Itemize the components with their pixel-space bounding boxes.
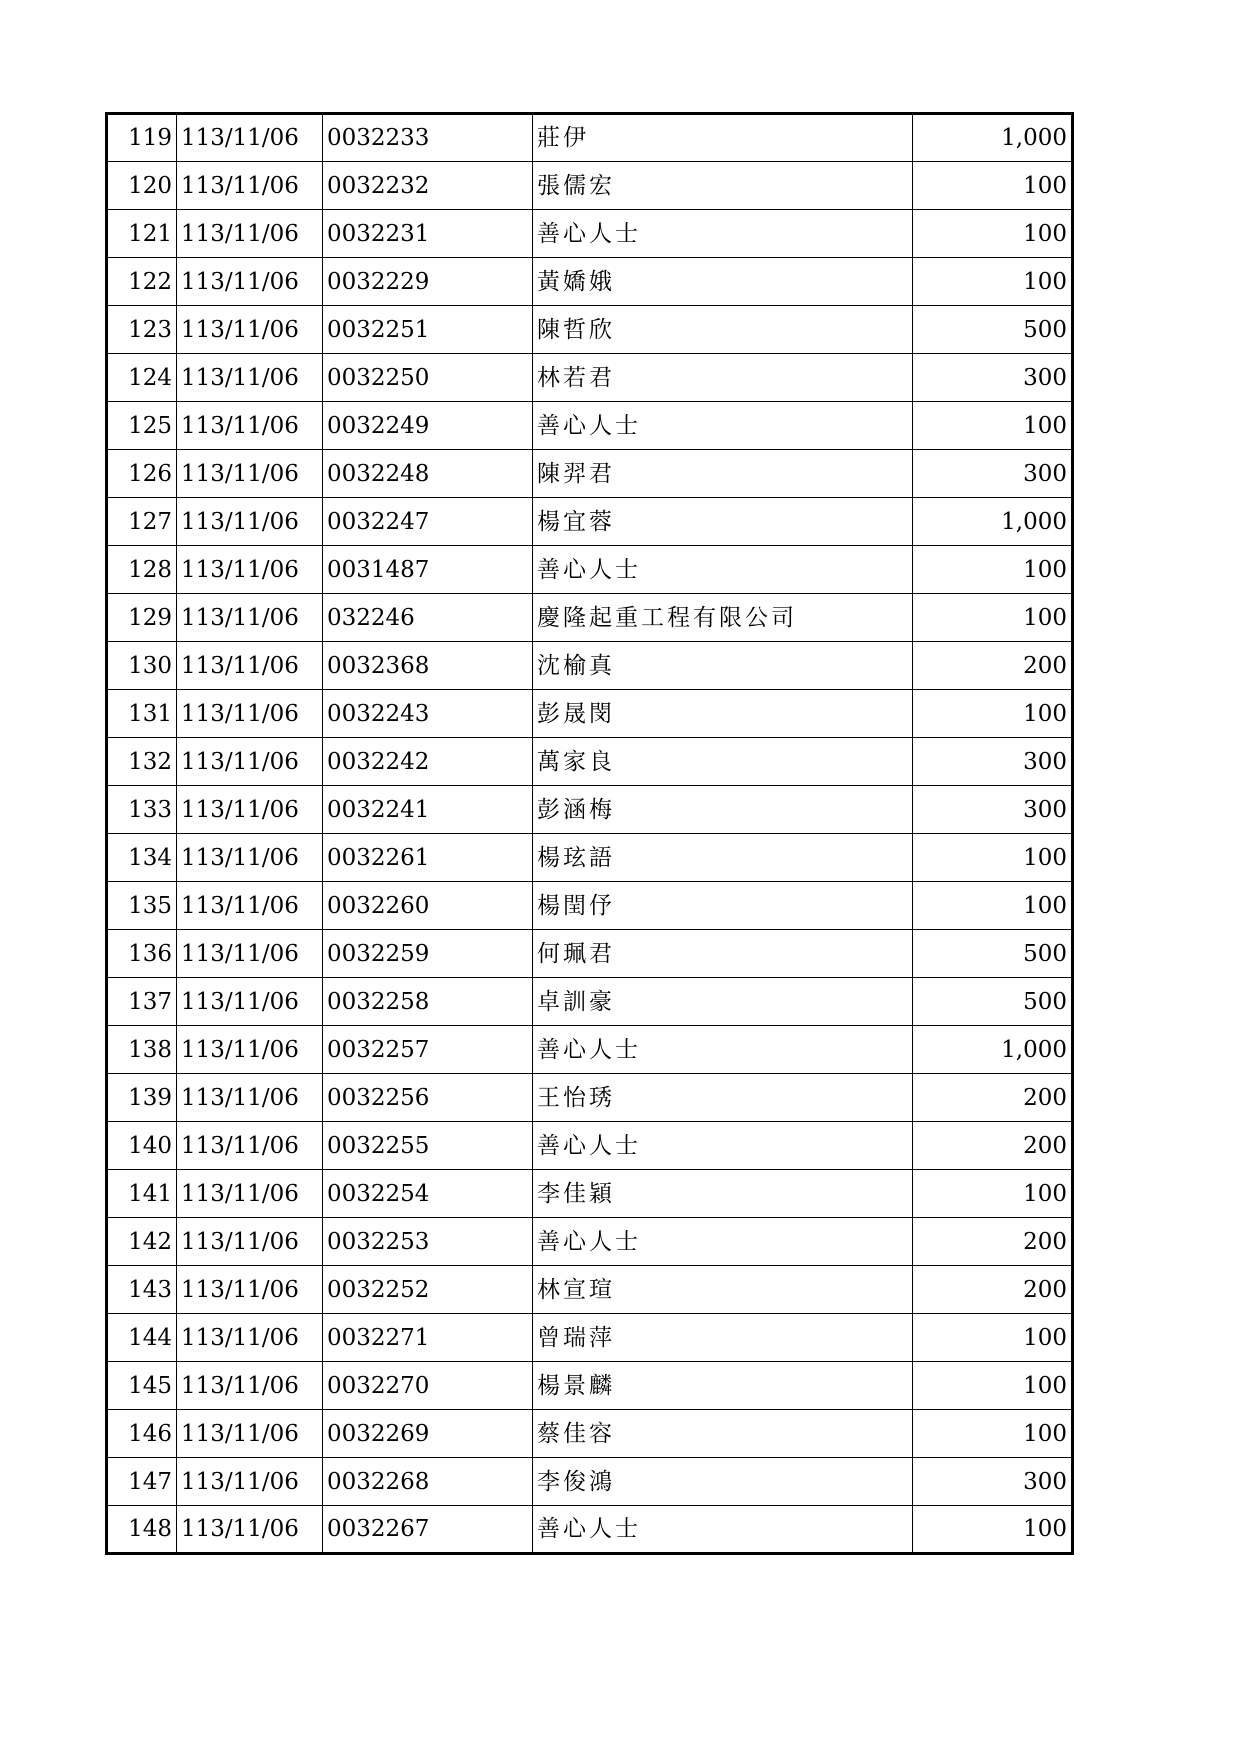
date-cell: 113/11/06 (177, 642, 323, 690)
date-cell: 113/11/06 (177, 1410, 323, 1458)
donor-name-cell: 萬家良 (533, 738, 913, 786)
amount-cell: 100 (913, 210, 1073, 258)
receipt-number-cell: 0032260 (323, 882, 533, 930)
table-row (107, 450, 1073, 498)
donor-name-cell: 陳哲欣 (533, 306, 913, 354)
receipt-number-cell: 0032267 (323, 1506, 533, 1554)
amount-cell: 100 (913, 882, 1073, 930)
donor-name-cell: 善心人士 (533, 1026, 913, 1074)
donor-name-cell: 卓訓豪 (533, 978, 913, 1026)
date-cell: 113/11/06 (177, 450, 323, 498)
amount-cell: 100 (913, 402, 1073, 450)
amount-cell: 200 (913, 1218, 1073, 1266)
table-row (107, 498, 1073, 546)
date-cell: 113/11/06 (177, 114, 323, 162)
row-number-cell: 120 (107, 162, 177, 210)
amount-cell: 100 (913, 690, 1073, 738)
amount-cell: 100 (913, 162, 1073, 210)
table-row (107, 786, 1073, 834)
table-row (107, 1170, 1073, 1218)
date-cell: 113/11/06 (177, 786, 323, 834)
date-cell: 113/11/06 (177, 1122, 323, 1170)
receipt-number-cell: 0032261 (323, 834, 533, 882)
donor-name-cell: 林宣瑄 (533, 1266, 913, 1314)
amount-cell: 200 (913, 1266, 1073, 1314)
receipt-number-cell: 0031487 (323, 546, 533, 594)
table-row (107, 738, 1073, 786)
table-row (107, 114, 1073, 162)
amount-cell: 300 (913, 786, 1073, 834)
amount-cell: 200 (913, 642, 1073, 690)
receipt-number-cell: 0032259 (323, 930, 533, 978)
table-row (107, 1026, 1073, 1074)
amount-cell: 100 (913, 1170, 1073, 1218)
table-row (107, 210, 1073, 258)
donor-name-cell: 莊伊 (533, 114, 913, 162)
date-cell: 113/11/06 (177, 690, 323, 738)
receipt-number-cell: 0032270 (323, 1362, 533, 1410)
donor-name-cell: 張儒宏 (533, 162, 913, 210)
row-number-cell: 131 (107, 690, 177, 738)
date-cell: 113/11/06 (177, 258, 323, 306)
receipt-number-cell: 0032233 (323, 114, 533, 162)
table-row (107, 162, 1073, 210)
row-number-cell: 142 (107, 1218, 177, 1266)
date-cell: 113/11/06 (177, 546, 323, 594)
date-cell: 113/11/06 (177, 1170, 323, 1218)
row-number-cell: 128 (107, 546, 177, 594)
receipt-number-cell: 0032368 (323, 642, 533, 690)
date-cell: 113/11/06 (177, 306, 323, 354)
table-row (107, 1314, 1073, 1362)
date-cell: 113/11/06 (177, 834, 323, 882)
amount-cell: 1,000 (913, 498, 1073, 546)
date-cell: 113/11/06 (177, 594, 323, 642)
receipt-number-cell: 0032271 (323, 1314, 533, 1362)
table-row (107, 882, 1073, 930)
donor-name-cell: 黃嬌娥 (533, 258, 913, 306)
donor-name-cell: 彭晟閔 (533, 690, 913, 738)
amount-cell: 100 (913, 594, 1073, 642)
amount-cell: 100 (913, 1362, 1073, 1410)
donor-name-cell: 楊景麟 (533, 1362, 913, 1410)
receipt-number-cell: 032246 (323, 594, 533, 642)
donor-name-cell: 楊閏伃 (533, 882, 913, 930)
amount-cell: 300 (913, 354, 1073, 402)
donation-table (105, 112, 1074, 1555)
row-number-cell: 133 (107, 786, 177, 834)
date-cell: 113/11/06 (177, 1314, 323, 1362)
row-number-cell: 123 (107, 306, 177, 354)
donor-name-cell: 慶隆起重工程有限公司 (533, 594, 913, 642)
row-number-cell: 125 (107, 402, 177, 450)
row-number-cell: 127 (107, 498, 177, 546)
row-number-cell: 132 (107, 738, 177, 786)
table-row (107, 402, 1073, 450)
donor-name-cell: 善心人士 (533, 1122, 913, 1170)
receipt-number-cell: 0032242 (323, 738, 533, 786)
row-number-cell: 130 (107, 642, 177, 690)
date-cell: 113/11/06 (177, 402, 323, 450)
donor-name-cell: 蔡佳容 (533, 1410, 913, 1458)
date-cell: 113/11/06 (177, 1458, 323, 1506)
table-row (107, 1266, 1073, 1314)
table-row (107, 642, 1073, 690)
donor-name-cell: 楊宜蓉 (533, 498, 913, 546)
date-cell: 113/11/06 (177, 882, 323, 930)
date-cell: 113/11/06 (177, 978, 323, 1026)
row-number-cell: 145 (107, 1362, 177, 1410)
receipt-number-cell: 0032256 (323, 1074, 533, 1122)
receipt-number-cell: 0032269 (323, 1410, 533, 1458)
amount-cell: 300 (913, 1458, 1073, 1506)
date-cell: 113/11/06 (177, 1218, 323, 1266)
table-row (107, 594, 1073, 642)
date-cell: 113/11/06 (177, 354, 323, 402)
donor-name-cell: 善心人士 (533, 1506, 913, 1554)
amount-cell: 1,000 (913, 1026, 1073, 1074)
receipt-number-cell: 0032255 (323, 1122, 533, 1170)
table-row (107, 1506, 1073, 1554)
table-row (107, 1362, 1073, 1410)
table-row (107, 306, 1073, 354)
amount-cell: 100 (913, 834, 1073, 882)
amount-cell: 300 (913, 450, 1073, 498)
amount-cell: 200 (913, 1074, 1073, 1122)
receipt-number-cell: 0032243 (323, 690, 533, 738)
date-cell: 113/11/06 (177, 1266, 323, 1314)
date-cell: 113/11/06 (177, 930, 323, 978)
row-number-cell: 135 (107, 882, 177, 930)
donor-name-cell: 楊玹語 (533, 834, 913, 882)
row-number-cell: 136 (107, 930, 177, 978)
table-row (107, 1458, 1073, 1506)
amount-cell: 100 (913, 1506, 1073, 1554)
table-row (107, 978, 1073, 1026)
receipt-number-cell: 0032247 (323, 498, 533, 546)
amount-cell: 300 (913, 738, 1073, 786)
amount-cell: 1,000 (913, 114, 1073, 162)
row-number-cell: 137 (107, 978, 177, 1026)
receipt-number-cell: 0032252 (323, 1266, 533, 1314)
amount-cell: 200 (913, 1122, 1073, 1170)
table-row (107, 834, 1073, 882)
amount-cell: 100 (913, 1314, 1073, 1362)
table-row (107, 1218, 1073, 1266)
receipt-number-cell: 0032257 (323, 1026, 533, 1074)
table-row (107, 546, 1073, 594)
receipt-number-cell: 0032231 (323, 210, 533, 258)
row-number-cell: 122 (107, 258, 177, 306)
date-cell: 113/11/06 (177, 1074, 323, 1122)
donor-name-cell: 林若君 (533, 354, 913, 402)
row-number-cell: 148 (107, 1506, 177, 1554)
row-number-cell: 146 (107, 1410, 177, 1458)
receipt-number-cell: 0032241 (323, 786, 533, 834)
row-number-cell: 143 (107, 1266, 177, 1314)
donor-name-cell: 善心人士 (533, 402, 913, 450)
donor-name-cell: 李佳穎 (533, 1170, 913, 1218)
date-cell: 113/11/06 (177, 1506, 323, 1554)
table-row (107, 1122, 1073, 1170)
row-number-cell: 129 (107, 594, 177, 642)
amount-cell: 100 (913, 546, 1073, 594)
table-row (107, 930, 1073, 978)
row-number-cell: 138 (107, 1026, 177, 1074)
date-cell: 113/11/06 (177, 738, 323, 786)
row-number-cell: 124 (107, 354, 177, 402)
donor-name-cell: 王怡琇 (533, 1074, 913, 1122)
row-number-cell: 147 (107, 1458, 177, 1506)
receipt-number-cell: 0032253 (323, 1218, 533, 1266)
amount-cell: 100 (913, 1410, 1073, 1458)
receipt-number-cell: 0032249 (323, 402, 533, 450)
receipt-number-cell: 0032258 (323, 978, 533, 1026)
donor-name-cell: 善心人士 (533, 210, 913, 258)
amount-cell: 100 (913, 258, 1073, 306)
donor-name-cell: 善心人士 (533, 1218, 913, 1266)
receipt-number-cell: 0032248 (323, 450, 533, 498)
row-number-cell: 119 (107, 114, 177, 162)
table-row (107, 354, 1073, 402)
donor-name-cell: 李俊鴻 (533, 1458, 913, 1506)
date-cell: 113/11/06 (177, 498, 323, 546)
amount-cell: 500 (913, 306, 1073, 354)
row-number-cell: 140 (107, 1122, 177, 1170)
table-row (107, 690, 1073, 738)
row-number-cell: 121 (107, 210, 177, 258)
receipt-number-cell: 0032254 (323, 1170, 533, 1218)
amount-cell: 500 (913, 930, 1073, 978)
donor-name-cell: 沈榆真 (533, 642, 913, 690)
donor-name-cell: 曾瑞萍 (533, 1314, 913, 1362)
donor-name-cell: 何珮君 (533, 930, 913, 978)
donor-name-cell: 陳羿君 (533, 450, 913, 498)
receipt-number-cell: 0032250 (323, 354, 533, 402)
date-cell: 113/11/06 (177, 210, 323, 258)
row-number-cell: 134 (107, 834, 177, 882)
donation-table-body (107, 114, 1073, 1554)
date-cell: 113/11/06 (177, 1362, 323, 1410)
table-row (107, 1410, 1073, 1458)
row-number-cell: 126 (107, 450, 177, 498)
row-number-cell: 139 (107, 1074, 177, 1122)
table-row (107, 258, 1073, 306)
date-cell: 113/11/06 (177, 1026, 323, 1074)
table-row (107, 1074, 1073, 1122)
donor-name-cell: 善心人士 (533, 546, 913, 594)
row-number-cell: 141 (107, 1170, 177, 1218)
receipt-number-cell: 0032251 (323, 306, 533, 354)
row-number-cell: 144 (107, 1314, 177, 1362)
receipt-number-cell: 0032268 (323, 1458, 533, 1506)
date-cell: 113/11/06 (177, 162, 323, 210)
receipt-number-cell: 0032232 (323, 162, 533, 210)
amount-cell: 500 (913, 978, 1073, 1026)
donor-name-cell: 彭涵梅 (533, 786, 913, 834)
receipt-number-cell: 0032229 (323, 258, 533, 306)
